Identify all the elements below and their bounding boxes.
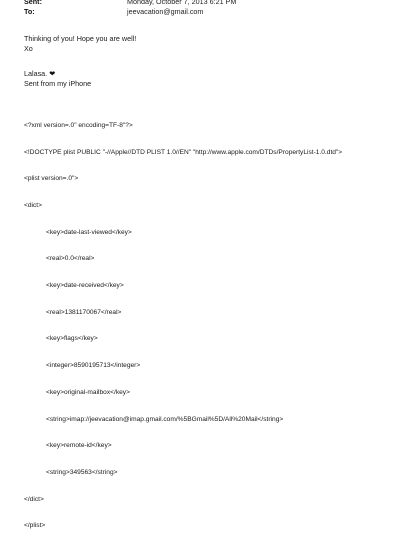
plist-line: <!DOCTYPE plist PUBLIC "-//Apple//DTD PLIST 1.0//EN" "http://www.apple.com/DTDs/PropertyList-1.0.dtd"> [24, 148, 343, 156]
plist-line: <?xml version=.0" encoding=TF-8"?> [24, 121, 133, 129]
plist-line: <string>349563</string> [46, 468, 118, 476]
plist-line: <dict> [24, 201, 42, 209]
plist-line: <key>flags</key> [46, 335, 98, 343]
sent-value: Monday, October 7, 2013 6:21 PM [127, 0, 237, 6]
signature-name-line [24, 69, 91, 79]
plist-line: <key>original-mailbox</key> [46, 388, 130, 396]
plist-block [24, 104, 342, 549]
sent-label: Sent: [24, 0, 42, 6]
plist-line: <plist version=.0"> [24, 175, 79, 183]
plist-line: <real>1381170067</real> [46, 308, 122, 316]
plist-line: <real>0.0</real> [46, 255, 95, 263]
plist-line: </plist> [24, 522, 46, 530]
message-line: Xo [24, 43, 33, 53]
signature-name: Lalasa. [24, 69, 48, 78]
sent-header-row [24, 0, 236, 6]
plist-line: </dict> [24, 495, 44, 503]
to-label: To: [24, 7, 35, 16]
to-value: jeevacation@gmail.com [127, 7, 204, 16]
heart-icon: ❤ [49, 69, 56, 78]
message-body [24, 34, 136, 53]
signature-device: Sent from my iPhone [24, 78, 92, 88]
plist-line: <key>remote-id</key> [46, 442, 112, 450]
plist-line: <integer>8590195713</integer> [46, 362, 141, 370]
plist-line: <key>date-last-viewed</key> [46, 228, 132, 236]
plist-line: <string>imap://jeevacation@imap.gmail.com/%5BGmail%5D/All%20Mail</string> [46, 415, 284, 423]
plist-line: <key>date-received</key> [46, 282, 124, 290]
signature [24, 69, 91, 88]
to-header-row [24, 7, 203, 16]
message-line: Thinking of you! Hope you are well! [24, 34, 137, 43]
